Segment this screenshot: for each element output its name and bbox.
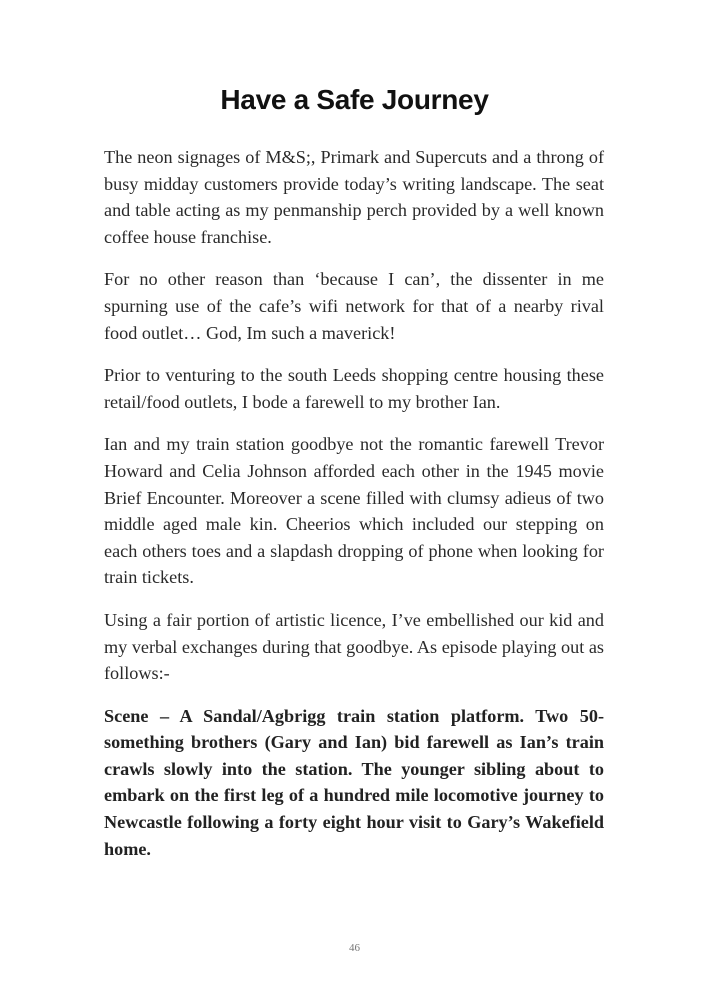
scene-description: Scene – A Sandal/Agbrigg train station platform. Two 50-something brothers (Gary and Ian) bid farewell as Ian’s train crawls slowly into the station. The younger sibling about to embark on the first leg of a hundred mile locomotive journey to Newcastle following a forty eight hour visit to Gary’s Wakefield home. [104,705,604,859]
paragraph-1: The neon signages of M&S;, Primark and Supercuts and a throng of busy midday customers provide today’s writing landscape. The seat and table acting as my penmanship perch provided by a well known coffee house franchise. [104,147,604,247]
page-title: Have a Safe Journey [220,84,489,115]
paragraph-5: Using a fair portion of artistic licence, I’ve embellished our kid and my verbal exchanges during that goodbye. As episode playing out as follows:- [104,609,604,684]
page-number: 46 [349,942,360,954]
paragraph-4: Ian and my train station goodbye not the romantic farewell Trevor Howard and Celia Johnson afforded each other in the 1945 movie Brief Encounter. Moreover a scene filled with clumsy adieus of two middle aged male kin. Cheerios which included our stepping on each others toes and a slapdash dropping of phone when looking for train tickets. [104,434,604,588]
body-text [104,144,604,878]
paragraph-3: Prior to venturing to the south Leeds shopping centre housing these retail/food outlets, I bode a farewell to my brother Ian. [104,365,604,412]
paragraph-2: For no other reason than ‘because I can’, the dissenter in me spurning use of the cafe’s wifi network for that of a nearby rival food outlet… God, Im such a maverick! [104,269,604,343]
